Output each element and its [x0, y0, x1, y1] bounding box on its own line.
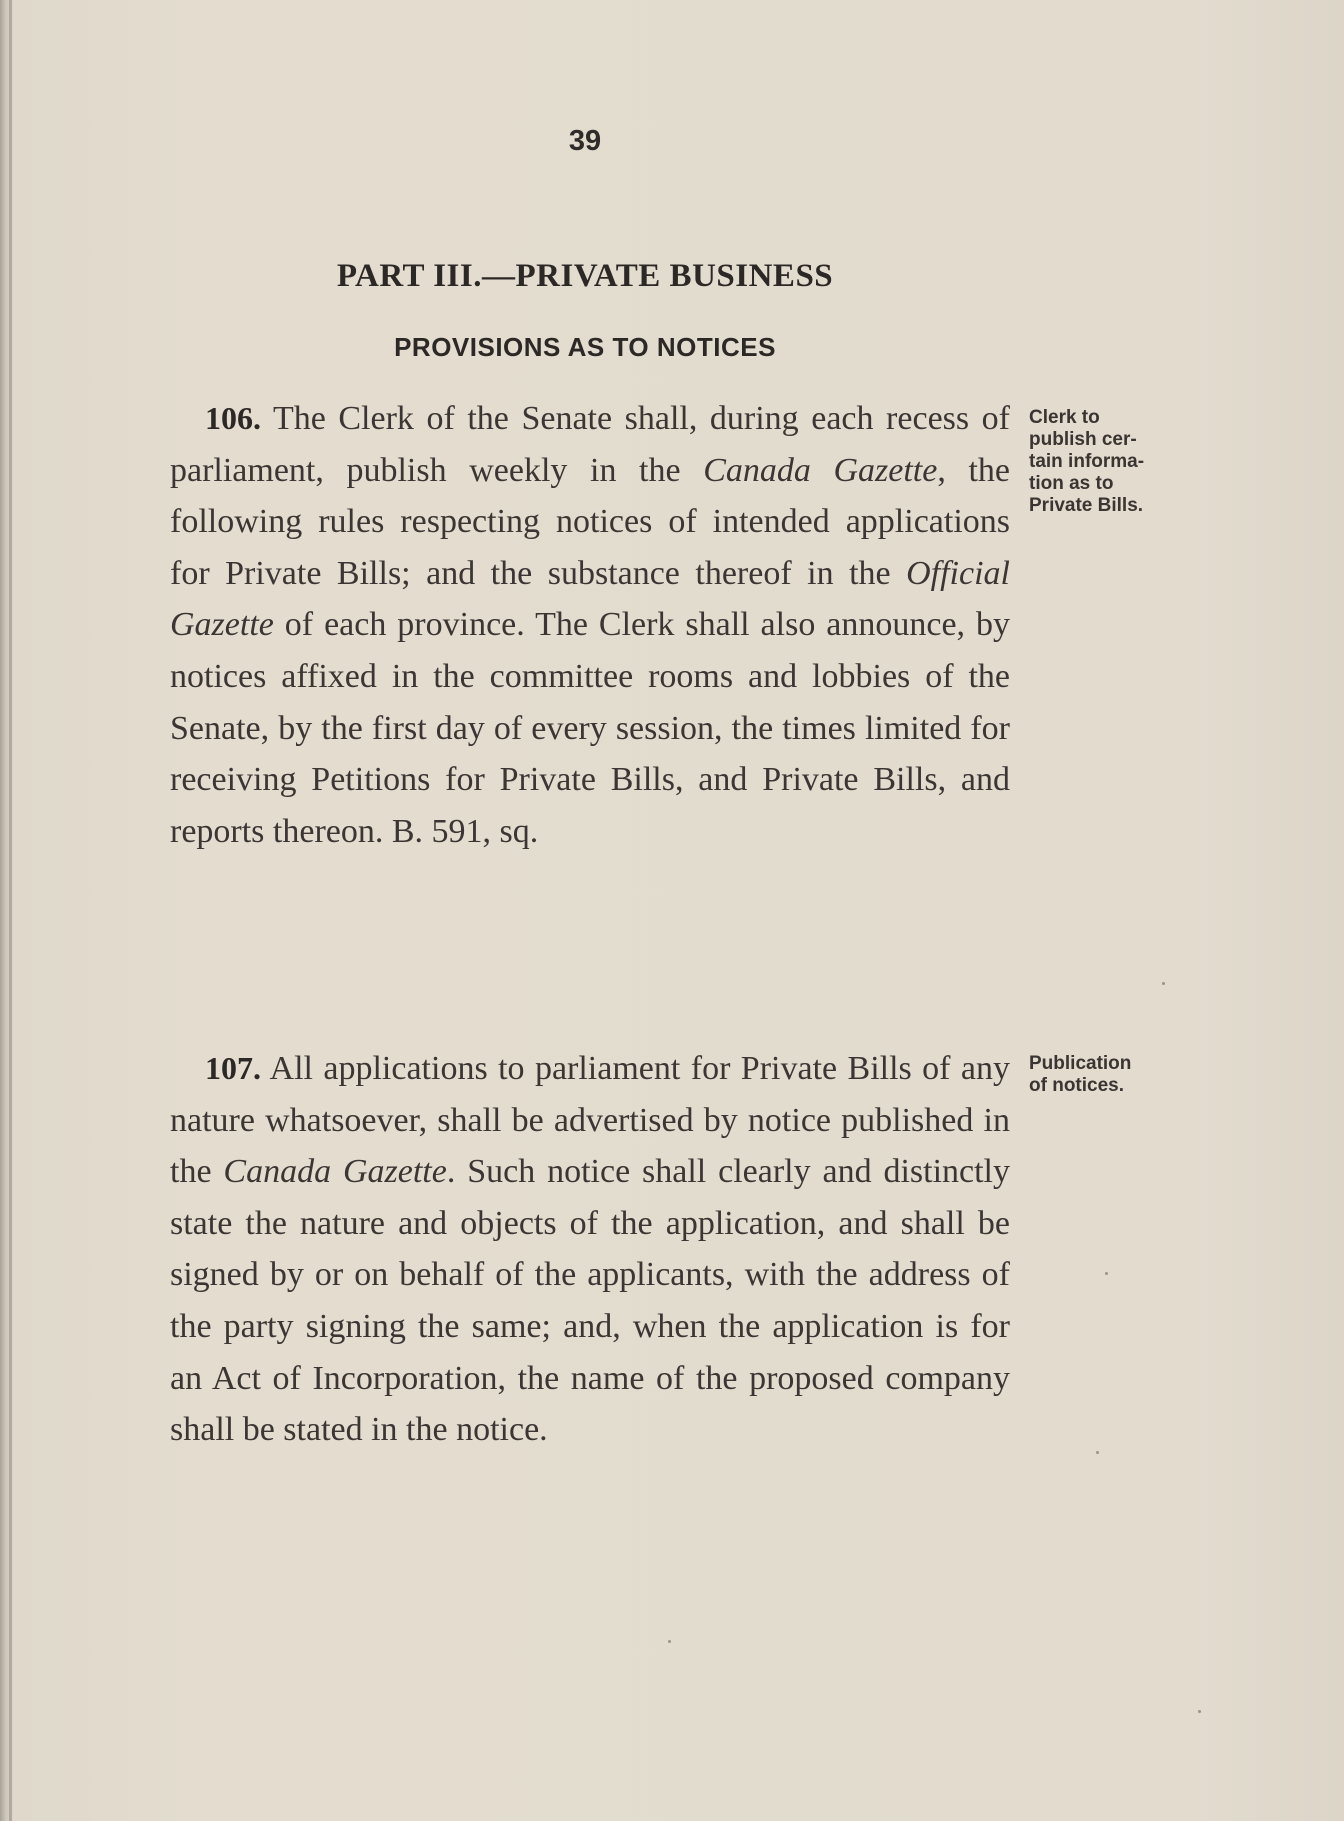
- section-107-italic-canada-gazette: Canada Gazette: [223, 1153, 447, 1191]
- margin-note-107: [1029, 1053, 1199, 1097]
- section-106-text-part-3: of each province. The Clerk shall also announce, by notices affixed in the committee rooms and lobbies of the Senate, by the first day of every session, the times limited for receiving Petitions for Private Bills, and Private Bills, and reports thereon. B. 591, sq.: [170, 606, 1010, 850]
- section-106-italic-canada-gazette: Canada Gazette: [703, 451, 938, 489]
- section-106-text-part-2: , the following rules respecting notices of intended applications for Private Bills; and the substance thereof in the: [170, 451, 1011, 592]
- margin-note-106: [1029, 407, 1199, 517]
- section-107-text-part-2: . Such notice shall clearly and distinctly state the nature and objects of the application, and shall be signed by or on behalf of the applicants, with the address of the party signing the same; and, when the application is for an Act of Incorporation, the name of the proposed company shall be stated in the notice.: [170, 1153, 1011, 1449]
- part-heading: PART III.—PRIVATE BUSINESS: [336, 258, 834, 294]
- section-107: [170, 1043, 1010, 1456]
- section-106-text: [170, 393, 1010, 857]
- section-106-text-part-1: The Clerk of the Senate shall, during each recess of parliament, publish weekly in the: [170, 400, 1010, 489]
- paper-speck: [1162, 982, 1165, 985]
- margin-note-line: of notices.: [1029, 1075, 1125, 1096]
- page-number: 39: [568, 125, 602, 157]
- paper-speck: [1198, 1710, 1201, 1713]
- section-106-italic-official-gazette: Official Gazette: [170, 554, 1010, 644]
- margin-note-line: tion as to: [1029, 473, 1114, 494]
- margin-note-line: Clerk to: [1029, 407, 1100, 428]
- margin-note-line: tain informa-: [1029, 451, 1145, 472]
- paper-speck: [1096, 1451, 1099, 1454]
- margin-note-line: publish cer-: [1029, 429, 1137, 450]
- paper-speck: [1105, 1272, 1108, 1275]
- section-107-text-part-1: All applications to parliament for Private Bills of any nature whatsoever, shall be advertised by notice published in the: [170, 1050, 1010, 1191]
- page-spine-shadow: [9, 0, 12, 1821]
- section-106-number: 106.: [205, 400, 261, 436]
- margin-note-line: Private Bills.: [1029, 495, 1144, 516]
- margin-note-line: Publication: [1029, 1053, 1132, 1074]
- paper-speck: [668, 1640, 671, 1643]
- section-107-number: 107.: [205, 1050, 261, 1086]
- section-subheading: PROVISIONS AS TO NOTICES: [394, 332, 776, 362]
- section-107-text: [170, 1043, 1010, 1456]
- section-106: [170, 393, 1010, 857]
